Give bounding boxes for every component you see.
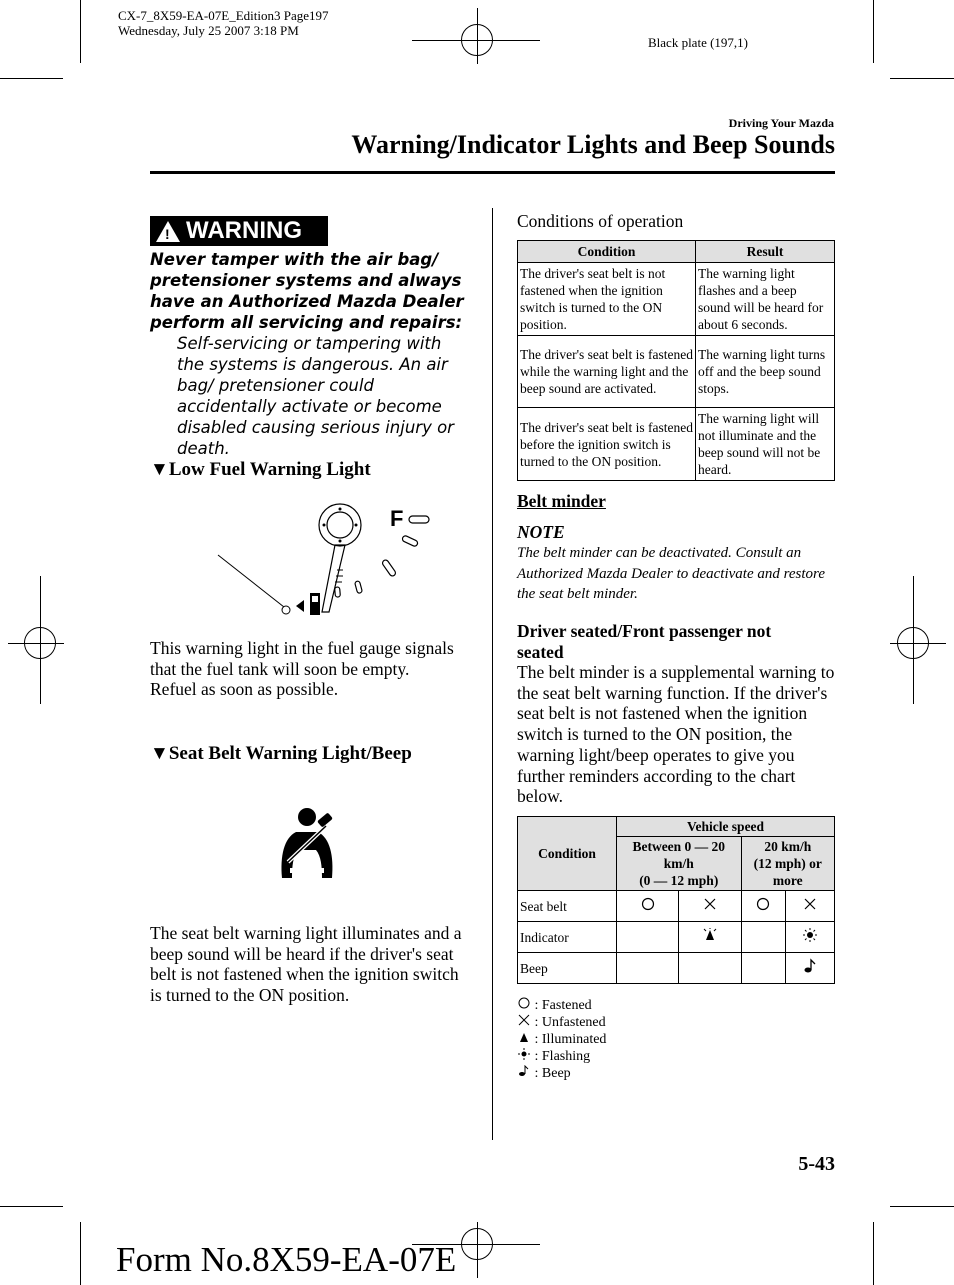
empty-cell <box>679 953 741 984</box>
table-row <box>518 336 835 408</box>
triangle-bullet-icon: ▼ <box>150 743 169 764</box>
note-text: The belt minder can be deactivated. Consult an Authorized Mazda Dealer to deactivate and restore the seat belt minder. <box>517 545 825 603</box>
flashing-icon <box>785 922 834 953</box>
table-header-row <box>518 241 835 263</box>
warning-body-text: Self-servicing or tampering with the systems is dangerous. An air bag/ pretensioner could accidentally activate or become disabled causing serious injury or death. <box>177 334 454 458</box>
legend-item <box>517 1014 606 1031</box>
warning-badge <box>150 216 328 246</box>
header-line: more <box>772 873 803 888</box>
legend-text: : Fastened <box>534 998 592 1013</box>
legend-item <box>517 1065 606 1082</box>
print-header <box>118 8 329 38</box>
warning-label: WARNING <box>186 217 302 244</box>
print-header-line1: CX-7_8X59-EA-07E_Edition3 Page197 <box>118 8 329 23</box>
print-header-line2: Wednesday, July 25 2007 3:18 PM <box>118 23 299 38</box>
legend-item <box>517 997 606 1014</box>
cross-icon <box>517 1014 531 1026</box>
table-row <box>518 263 835 336</box>
belt-minder-heading: Belt minder <box>517 491 606 511</box>
driver-seated-heading: Driver seated/Front passenger not seated <box>517 621 772 662</box>
legend-item <box>517 1048 606 1065</box>
legend-item <box>517 1031 606 1048</box>
row-label-seat-belt: Seat belt <box>518 891 617 922</box>
low-fuel-text <box>150 638 468 700</box>
plate-label: Black plate (197,1) <box>648 35 748 50</box>
warning-bold-text: Never tamper with the air bag/ pretensioner systems and always have an Authorized Mazda Dealer perform all servicing and repairs: <box>150 250 464 332</box>
page-number: 5-43 <box>798 1153 835 1175</box>
table-header-low-speed <box>617 837 742 891</box>
warning-triangle-icon: ! <box>156 221 180 242</box>
section-label: Driving Your Mazda <box>728 116 834 130</box>
empty-cell <box>617 953 679 984</box>
table-row <box>518 891 835 922</box>
row-label-beep: Beep <box>518 953 617 984</box>
circle-icon <box>617 891 679 922</box>
legend-text: : Flashing <box>534 1049 591 1064</box>
crop-mark <box>0 1206 63 1207</box>
conditions-label: Conditions of operation <box>517 211 684 231</box>
vehicle-speed-table <box>517 816 835 984</box>
cross-icon <box>679 891 741 922</box>
table-cell: The driver's seat belt is fastened before the ignition switch is turned to the ON position. <box>518 408 696 481</box>
header-line: km/h <box>663 856 694 871</box>
header-line: (12 mph) or <box>753 856 822 871</box>
empty-cell <box>741 922 785 953</box>
legend <box>517 997 606 1082</box>
legend-text: : Beep <box>534 1066 571 1081</box>
seat-belt-icon <box>274 806 338 882</box>
illuminated-icon <box>517 1031 531 1043</box>
fuel-gauge-illustration <box>212 500 442 625</box>
cross-icon <box>785 891 834 922</box>
low-fuel-paragraph: Refuel as soon as possible. <box>150 679 339 700</box>
table-header-row <box>518 817 835 837</box>
flashing-icon <box>517 1048 531 1060</box>
crop-mark <box>80 1222 81 1285</box>
title-rule <box>150 171 835 174</box>
table-header-condition: Condition <box>518 241 696 263</box>
table-cell: The warning light turns off and the beep sound stops. <box>696 336 835 408</box>
table-cell: The driver's seat belt is fastened while the warning light and the beep sound are activated. <box>518 336 696 408</box>
table-cell: The warning light will not illuminate and the beep sound will not be heard. <box>696 408 835 481</box>
crop-mark <box>890 78 954 79</box>
seat-belt-heading-text: Seat Belt Warning Light/Beep <box>168 743 412 764</box>
illuminated-icon <box>679 922 741 953</box>
table-cell: The warning light flashes and a beep sound will be heard for about 6 seconds. <box>696 263 835 336</box>
low-fuel-paragraph: This warning light in the fuel gauge signals that the fuel tank will soon be empty. <box>150 638 454 679</box>
legend-text: : Unfastened <box>534 1015 606 1030</box>
belt-minder-text: The belt minder is a supplemental warning to the seat belt warning function. If the driver's seat belt is not fastened when the ignition switch is turned to the ON position, the warning light/beep operates to give you further reminders according to the chart below. <box>517 662 835 807</box>
low-fuel-heading <box>150 459 371 481</box>
table-header-condition: Condition <box>518 817 617 891</box>
page-title: Warning/Indicator Lights and Beep Sounds <box>351 130 835 159</box>
crop-mark <box>890 1206 954 1207</box>
beep-icon <box>785 953 834 984</box>
form-number: Form No.8X59-EA-07E <box>116 1240 457 1279</box>
beep-icon <box>517 1065 531 1077</box>
empty-cell <box>617 922 679 953</box>
seat-belt-heading <box>150 743 412 765</box>
note-label: NOTE <box>517 522 565 542</box>
crop-mark <box>0 78 63 79</box>
table-header-result: Result <box>696 241 835 263</box>
table-row <box>518 953 835 984</box>
table-cell: The driver's seat belt is not fastened when the ignition switch is turned to the ON position. <box>518 263 696 336</box>
table-row <box>518 922 835 953</box>
circle-icon <box>741 891 785 922</box>
table-header-high-speed <box>741 837 834 891</box>
empty-cell <box>741 953 785 984</box>
header-line: Between 0 — 20 <box>632 839 726 854</box>
gauge-f-label: F <box>390 506 404 531</box>
crop-mark <box>873 1222 874 1285</box>
legend-text: : Illuminated <box>534 1032 607 1047</box>
circle-icon <box>517 997 531 1009</box>
conditions-table <box>517 240 835 481</box>
header-line: 20 km/h <box>764 839 812 854</box>
triangle-bullet-icon: ▼ <box>150 459 169 480</box>
column-divider <box>492 208 493 1140</box>
low-fuel-heading-text: Low Fuel Warning Light <box>168 459 371 480</box>
header-line: (0 — 12 mph) <box>639 873 719 888</box>
seat-belt-text: The seat belt warning light illuminates and a beep sound will be heard if the driver's seat belt is not fastened when the ignition switch is turned to the ON position. <box>150 923 462 1006</box>
row-label-indicator: Indicator <box>518 922 617 953</box>
crop-mark <box>80 0 81 63</box>
table-header-vehicle-speed: Vehicle speed <box>617 817 835 837</box>
table-row <box>518 408 835 481</box>
crop-mark <box>873 0 874 63</box>
